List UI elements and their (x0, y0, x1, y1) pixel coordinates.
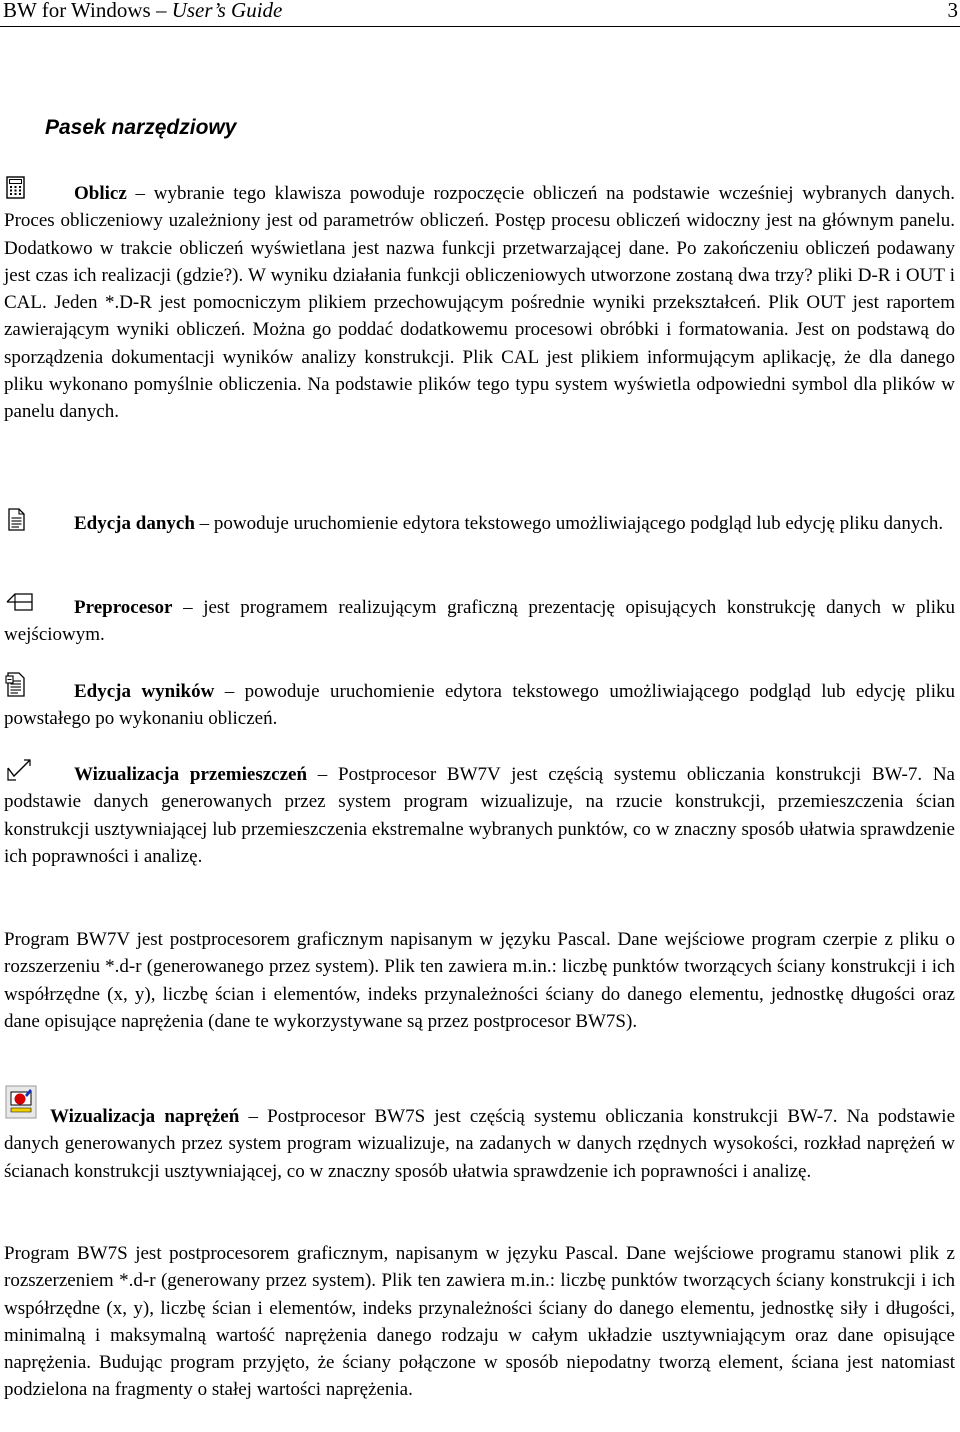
item-text-wizualizacja-przemieszczen: – Postprocesor BW7V jest częścią systemu obliczania konstrukcji BW-7. Na podstawie danych generowanych przez system program wizualizuje, na rzucie konstrukcji, przemieszczenia ścian konstrukcji usztywniającej lub przemieszczenia ekstremalne wybranych punktów, co w znaczny sposób ułatwia sprawdzenie ich poprawności i analizę. (4, 764, 955, 867)
item-text-oblicz: – wybranie tego klawisza powoduje rozpoczęcie obliczeń na podstawie wcześniej wybranych danych. Proces obliczeniowy uzależniony jest od parametrów obliczeń. Postęp procesu obliczeń widoczny jest na głównym panelu. Dodatkowo w trakcie obliczeń wyświetlana jest nazwa funkcji przetwarzającej dane. Po zakończeniu obliczeń podawany jest czas ich realizacji (gdzie?). W wyniku działania funkcji obliczeniowych utworzone zostaną dwa trzy? pliki D-R i OUT i CAL. Jeden *.D-R jest pomocniczym plikiem przechowującym pośrednie wyniki przekształceń. Plik OUT jest raportem zawierającym wyniki obliczeń. Można go poddać dodatkowemu procesowi obróbki i formatowania. Jest on podstawą do sporządzenia dokumentacji wyników analizy konstrukcji. Plik CAL jest plikiem informującym aplikację, że dla danego pliku wykonano pomyślnie obliczenia. Na podstawie plików tego typu system wyświetla odpowiedni symbol dla plików w panelu danych. (4, 183, 955, 423)
item-text-preprocesor: – jest programem realizującym graficzną prezentację opisujących konstrukcję danych w pliku wejściowym. (4, 597, 955, 646)
item-lead-edycja-danych: Edycja danych (74, 513, 195, 534)
paragraph-program-bw7v (4, 926, 955, 1035)
item-lead-wizualizacja-przemieszczen: Wizualizacja przemieszczeń (74, 764, 308, 785)
section-title: Pasek narzędziowy (45, 116, 237, 139)
item-lead-oblicz: Oblicz (74, 183, 127, 204)
paragraph-oblicz (4, 180, 955, 426)
item-text-program-bw7v: Program BW7V jest postprocesorem graficznym napisanym w języku Pascal. Dane wejściowe program czerpie z pliku o rozszerzeniu *.d-r (generowanego przez system). Plik ten zawiera m.in.: liczbę punktów tworzących ściany konstrukcji i ich współrzędne (x, y), liczbę ścian i elementów, indeks przynależności ściany do danego elementu, jednostkę długości oraz dane opisujące naprężenia (dane te wykorzystywane są przez postprocesor BW7S). (4, 929, 955, 1032)
paragraph-wizualizacja-przemieszczen (4, 761, 955, 870)
paragraph-program-bw7s (4, 1240, 955, 1404)
paragraph-edycja-wynikow (4, 678, 955, 733)
paragraph-preprocesor (4, 594, 955, 649)
item-lead-edycja-wynikow: Edycja wyników (74, 681, 215, 702)
page-header (3, 0, 958, 24)
item-text-wizualizacja-naprezen: – Postprocesor BW7S jest częścią systemu obliczania konstrukcji BW-7. Na podstawie danych generowanych przez system program wizualizuje, na zadanych w danych rzędnych wysokości, rozkład naprężeń w ścianach konstrukcji usztywniającej, co w znaczny sposób ułatwia sprawdzenie ich poprawności i analizę. (4, 1106, 956, 1182)
item-text-edycja-wynikow: – powoduje uruchomienie edytora tekstowego umożliwiającego podgląd lub edycję pliku powstałego po wykonaniu obliczeń. (4, 681, 955, 730)
document-title-italic: User’s Guide (171, 0, 283, 22)
document-title (3, 0, 282, 24)
document-title-plain: BW for Windows – (3, 0, 172, 22)
item-text-program-bw7s: Program BW7S jest postprocesorem graficznym, napisanym w języku Pascal. Dane wejściowe programu stanowi plik z rozszerzeniem *.d-r (generowany przez system). Plik ten zawiera m.in.: liczbę punktów tworzących ściany konstrukcji i ich współrzędne (x, y), liczbę ścian i elementów, indeks przynależności ściany do danego elementu, jednostkę siły i długości, minimalną i maksymalną wartość naprężenia danego rodzaju w całym układzie usztywniającym oraz dane opisujące naprężenia. Budując program przyjęto, że ściany połączone w sposób niepodatny tworzą element, ściana jest natomiast podzielona na fragmenty o stałej wartości naprężenia. (4, 1243, 955, 1401)
item-text-edycja-danych: – powoduje uruchomienie edytora tekstowego umożliwiającego podgląd lub edycję pliku danych. (194, 513, 944, 534)
header-rule (0, 26, 960, 27)
item-lead-preprocesor: Preprocesor (74, 597, 173, 618)
page-number: 3 (947, 0, 958, 22)
paragraph-edycja-danych (4, 510, 955, 537)
paragraph-wizualizacja-naprezen (4, 1103, 955, 1185)
item-lead-wizualizacja-naprezen: Wizualizacja naprężeń (50, 1106, 240, 1127)
